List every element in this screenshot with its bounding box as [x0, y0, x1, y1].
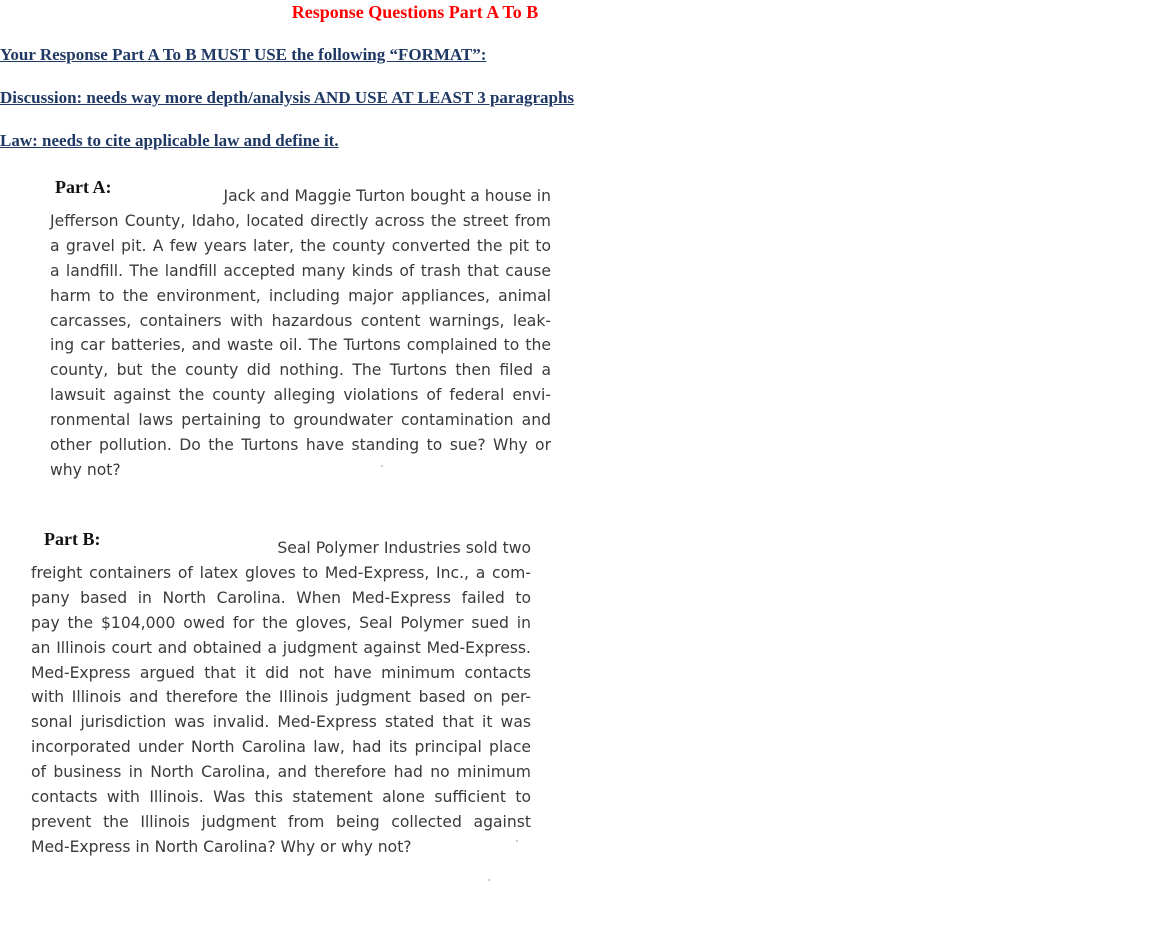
part-a-line: why not? [50, 460, 121, 479]
part-b-line: pay the $104,000 owed for the gloves, Seal Polymer sued in [31, 613, 531, 632]
part-b-line: freight containers of latex gloves to Med-Express, Inc., a com- [31, 563, 531, 582]
format-instruction: Your Response Part A To B MUST USE the following “FORMAT”: [0, 45, 487, 64]
part-b-line: an Illinois court and obtained a judgment against Med-Express. [31, 638, 531, 657]
part-a-line: ronmental laws pertaining to groundwater contamination and [50, 411, 551, 430]
part-b-line: Med-Express argued that it did not have minimum contacts [31, 663, 531, 682]
part-a-line: ing car batteries, and waste oil. The Turtons complained to the [50, 336, 551, 355]
scan-speck [516, 840, 518, 842]
part-a-line: carcasses, containers with hazardous content warnings, leak- [50, 311, 551, 330]
part-b-line: incorporated under North Carolina law, had its principal place [31, 738, 531, 757]
part-b-line: Seal Polymer Industries sold two [277, 539, 531, 557]
part-a-line: a gravel pit. A few years later, the county converted the pit to [50, 236, 551, 255]
part-b-line: Med-Express in North Carolina? Why or why not? [31, 837, 412, 856]
part-a-line: county, but the county did nothing. The Turtons then filed a [50, 361, 551, 380]
part-a-question [50, 184, 551, 483]
part-a-line: Jack and Maggie Turton bought a house in [223, 187, 551, 205]
law-instruction: Law: needs to cite applicable law and define it. [0, 131, 339, 150]
scan-speck [381, 465, 383, 467]
part-a-line: a landfill. The landfill accepted many kinds of trash that cause [50, 261, 551, 280]
page-title: Response Questions Part A To B [291, 2, 539, 22]
part-a-line: lawsuit against the county alleging violations of federal envi- [50, 386, 551, 405]
part-b-question [31, 536, 531, 860]
part-b-line: with Illinois and therefore the Illinois judgment based on per- [31, 688, 531, 707]
part-a-line: harm to the environment, including major appliances, animal [50, 286, 551, 305]
part-a-line: other pollution. Do the Turtons have standing to sue? Why or [50, 436, 551, 455]
discussion-instruction: Discussion: needs way more depth/analysis AND USE AT LEAST 3 paragraphs [0, 88, 575, 107]
scan-speck [488, 879, 490, 881]
part-a-line: Jefferson County, Idaho, located directly across the street from [50, 211, 551, 230]
part-b-line: pany based in North Carolina. When Med-Express failed to [31, 588, 531, 607]
part-a-label: Part A: [55, 177, 112, 197]
part-b-line: contacts with Illinois. Was this statement alone sufficient to [31, 788, 531, 807]
part-b-line: sonal jurisdiction was invalid. Med-Express stated that it was [31, 713, 531, 732]
part-b-line: prevent the Illinois judgment from being collected against [31, 812, 531, 831]
part-b-line: of business in North Carolina, and therefore had no minimum [31, 763, 531, 782]
part-b-label: Part B: [44, 529, 101, 549]
